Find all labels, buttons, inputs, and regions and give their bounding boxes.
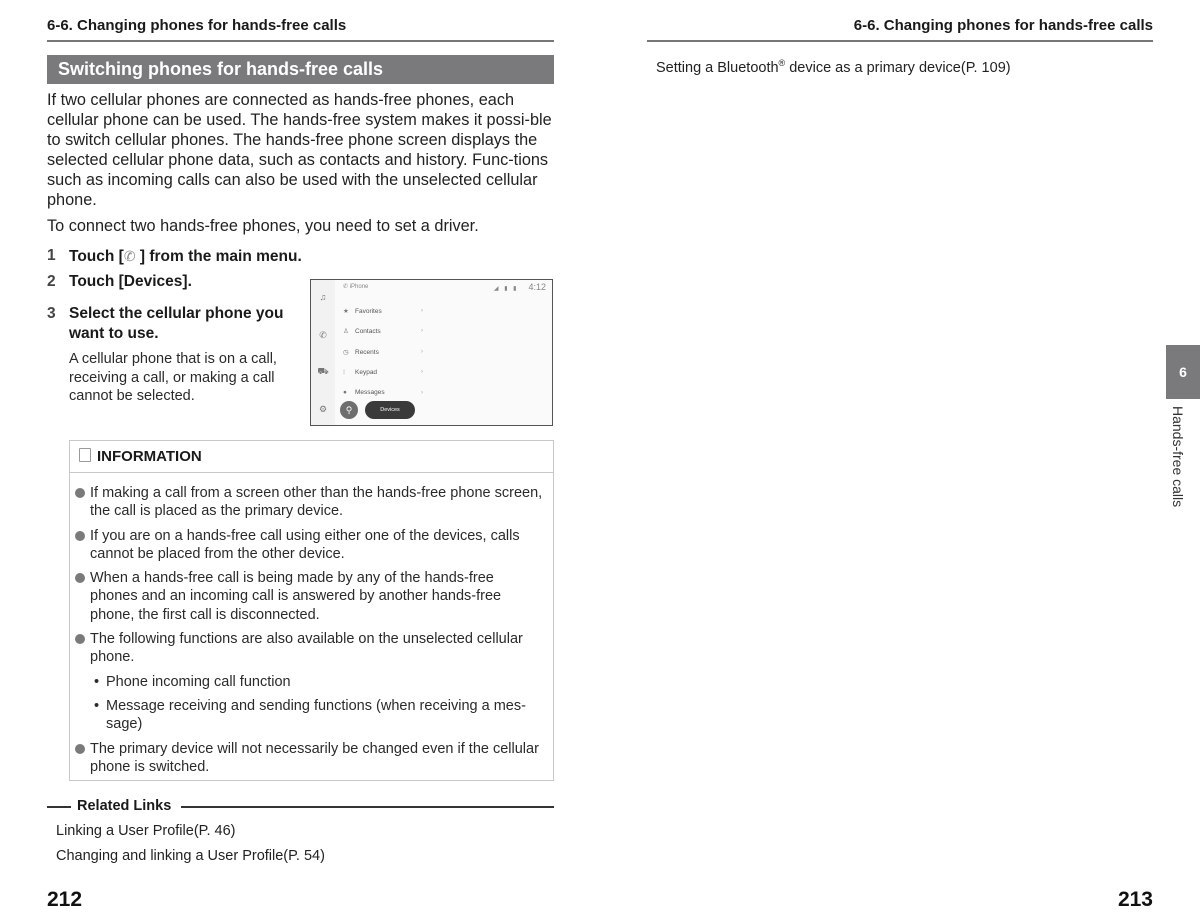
step-3 (47, 304, 307, 344)
step-note: A cellular phone that is on a call, receiving a call, or making a call cannot be selected. (69, 351, 277, 404)
chevron-right-icon: › (420, 389, 423, 396)
bullet-dot-icon (75, 634, 85, 644)
section-title: Switching phones for hands-free calls (47, 55, 554, 84)
car-icon: ⛟ (317, 366, 329, 376)
chevron-right-icon: › (420, 307, 423, 314)
chapter-tab-label: Hands-free calls (1170, 406, 1186, 508)
step-number: 3 (47, 305, 56, 322)
step-text: Touch [Devices]. (69, 273, 192, 290)
chevron-right-icon: › (420, 348, 423, 355)
menu-item-favorites: ★ Favorites › (343, 307, 423, 315)
bullet-dot-icon (75, 488, 85, 498)
screen-title: ✆ iPhone (343, 284, 369, 290)
star-icon: ★ (343, 308, 349, 315)
keypad-icon: ⁝ (343, 369, 346, 376)
clock: 4:12 (528, 282, 546, 292)
information-heading: INFORMATION (70, 441, 553, 473)
signal-icon: ◢ ▮ ▮ (493, 286, 519, 292)
step-text: Touch [ (69, 248, 124, 265)
menu-item-keypad: ⁝ Keypad › (343, 368, 423, 376)
info-bullet: When a hands-free call is being made by any of the hands-free phones and an incoming call is answered by another hands-free phone, the first call is disconnected. (75, 569, 545, 624)
book-icon (79, 448, 91, 462)
music-icon: ♫ (319, 292, 327, 302)
chevron-right-icon: › (420, 368, 423, 375)
information-box (69, 440, 554, 781)
related-link[interactable]: Linking a User Profile(P. 46) (56, 823, 236, 839)
message-icon: ● (343, 389, 347, 396)
info-bullet: If making a call from a screen other than the hands-free phone screen, the call is placed as the primary device. (75, 484, 545, 521)
bullet-dot-icon (75, 573, 85, 583)
step-number: 1 (47, 247, 56, 264)
info-bullet: The primary device will not necessarily be changed even if the cellular phone is switched. (75, 740, 545, 777)
clock-icon: ◷ (343, 349, 349, 356)
page-number: 213 (1117, 888, 1153, 911)
info-sub-bullet: • Phone incoming call function (94, 673, 291, 690)
header-rule (647, 40, 1153, 42)
phone-icon: ✆ (123, 248, 136, 264)
menu-item-contacts: ♙ Contacts › (343, 327, 423, 335)
intro-paragraph: To connect two hands-free phones, you need to set a driver. (47, 217, 479, 235)
related-link[interactable]: Setting a Bluetooth® device as a primary device(P. 109) (656, 58, 1011, 76)
chevron-right-icon: › (420, 327, 423, 334)
info-sub-bullet: • Message receiving and sending functions (when receiving a mes-sage) (94, 697, 526, 733)
step-text: ] from the main menu. (135, 248, 302, 265)
search-icon: ⚲ (340, 401, 358, 419)
chapter-tab[interactable]: 6 (1166, 345, 1200, 399)
running-head: 6-6. Changing phones for hands-free calls (47, 17, 347, 34)
related-link[interactable]: Changing and linking a User Profile(P. 54) (56, 848, 325, 864)
gear-icon: ⚙ (318, 404, 328, 414)
devices-button: Devices (365, 401, 415, 419)
info-bullet: The following functions are also available on the unselected cellular phone. (75, 630, 545, 667)
page-number: 212 (47, 888, 83, 911)
right-page (600, 0, 1200, 921)
step-2 (47, 272, 192, 292)
info-bullet: If you are on a hands-free call using either one of the devices, calls cannot be placed from the other device. (75, 527, 545, 564)
side-rail (311, 280, 335, 425)
bullet-dot-icon (75, 744, 85, 754)
status-bar (494, 282, 546, 292)
bullet-dot-icon (75, 531, 85, 541)
menu-item-messages: ● Messages › (343, 389, 423, 396)
step-number: 2 (47, 273, 56, 290)
header-rule (47, 40, 554, 42)
intro-paragraph: If two cellular phones are connected as hands-free phones, each cellular phone can be used. The hands-free system makes it possi-ble to switch cellular phones. The hands-free phone screen displays the selected cellular phone data, such as contacts and history. Func-tions such as incoming calls can also be used with the unselected cellular phone. (47, 91, 552, 209)
menu-item-recents: ◷ Recents › (343, 348, 423, 356)
phone-icon: ✆ (319, 330, 327, 340)
phone-screen-illustration (310, 279, 553, 426)
related-links-heading: Related Links (47, 798, 554, 816)
step-1 (47, 246, 302, 267)
person-icon: ♙ (343, 328, 349, 335)
running-head: 6-6. Changing phones for hands-free calls (853, 17, 1153, 34)
intro-text (47, 90, 557, 242)
step-text: Select the cellular phone you want to use. (69, 305, 284, 342)
